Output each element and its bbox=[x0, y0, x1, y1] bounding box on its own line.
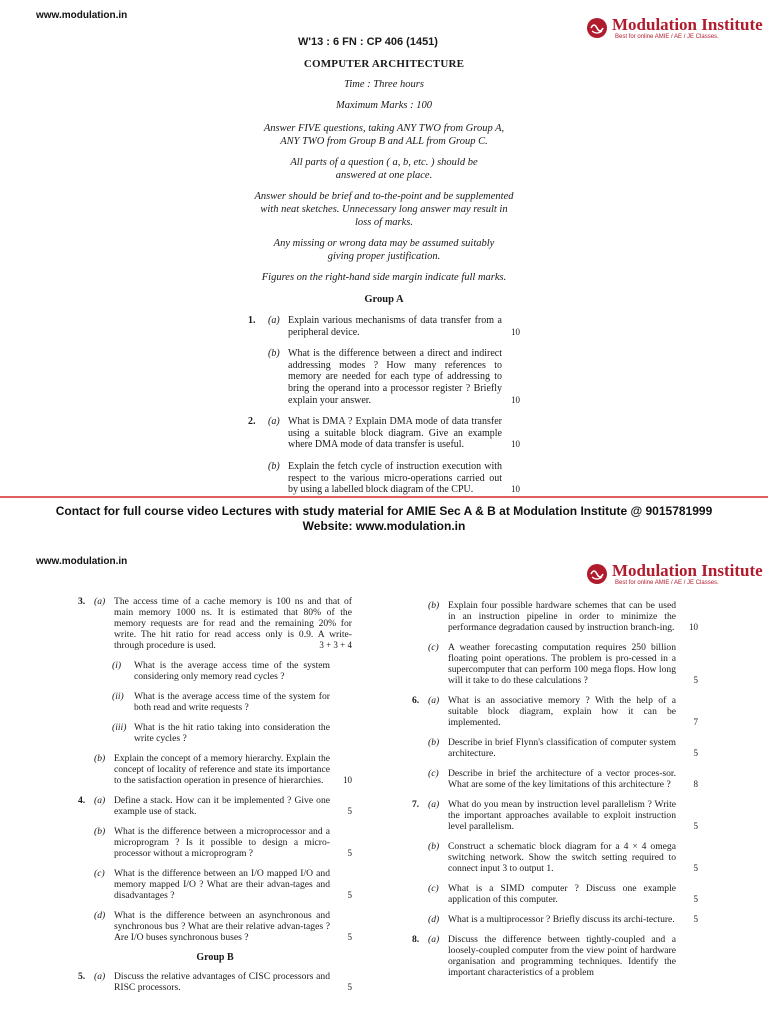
instruction-line: ANY TWO from Group B and ALL from Group C. bbox=[280, 136, 488, 147]
part-label: (ii) bbox=[112, 691, 124, 702]
instruction-line: Figures on the right-hand side margin indicate full marks. bbox=[261, 272, 507, 283]
question-number: 7. bbox=[412, 799, 420, 810]
question-7b bbox=[412, 841, 698, 874]
marks-value: 5 bbox=[693, 748, 698, 758]
brand-tagline: Best for online AMIE / AE / JE Classes. bbox=[615, 580, 719, 586]
instruction-line: Answer should be brief and to-the-point and be supplemented bbox=[254, 191, 514, 202]
part-label: (b) bbox=[94, 753, 106, 764]
question-text: What is the difference between an I/O mapped I/O and memory mapped I/O ? What are their advan-tages and disadvantages ? bbox=[114, 868, 330, 901]
brain-logo-icon bbox=[586, 563, 608, 585]
part-label: (c) bbox=[428, 642, 439, 653]
question-4d bbox=[78, 910, 352, 943]
brand-name: Modulation Institute bbox=[612, 561, 763, 580]
part-label: (i) bbox=[112, 660, 122, 671]
question-number: 3. bbox=[78, 596, 86, 607]
brain-logo-icon bbox=[586, 17, 608, 39]
question-text: Explain the fetch cycle of instruction execution with respect to the various micro-operations carried out by using a labelled block diagram of the CPU. bbox=[288, 460, 502, 496]
instruction-line: loss of marks. bbox=[354, 217, 414, 228]
brand-name: Modulation Institute bbox=[612, 15, 763, 34]
instruction-line: All parts of a question ( a, b, etc. ) should be bbox=[290, 157, 478, 168]
marks-value: 5 bbox=[693, 894, 698, 904]
question-6c bbox=[412, 768, 698, 790]
question-text: What is the average access time of the system considering only memory read cycles ? bbox=[134, 660, 330, 682]
marks-value: 7 bbox=[693, 717, 698, 727]
question-3a-ii bbox=[78, 691, 352, 713]
site-url[interactable]: www.modulation.in bbox=[36, 10, 128, 21]
part-label: (a) bbox=[428, 934, 440, 945]
part-label: (c) bbox=[428, 768, 439, 779]
left-question-column bbox=[78, 596, 352, 1002]
question-7a bbox=[412, 799, 698, 832]
question-4a bbox=[78, 795, 352, 817]
page-separator bbox=[0, 496, 768, 498]
question-number: 1. bbox=[248, 315, 256, 326]
question-2a bbox=[248, 416, 520, 451]
question-text: What is a multiprocessor ? Briefly discuss its archi-tecture. bbox=[448, 914, 675, 925]
question-3a bbox=[78, 596, 352, 651]
website-line[interactable]: Website: www.modulation.in bbox=[302, 519, 466, 533]
part-label: (b) bbox=[428, 737, 440, 748]
question-text: What is the average access time of the system for both read and write requests ? bbox=[134, 691, 330, 713]
part-label: (a) bbox=[268, 416, 280, 428]
time-line: Time : Three hours bbox=[344, 79, 424, 90]
question-number: 6. bbox=[412, 695, 420, 706]
marks-value: 10 bbox=[689, 622, 698, 632]
paper-title: COMPUTER ARCHITECTURE bbox=[303, 58, 465, 70]
question-text: A weather forecasting computation requires 250 billion floating point operations. The problem is pro-cessed in a supercomputer that can perform 100 mega flops. How long will it take to do these calculations ? bbox=[448, 642, 676, 686]
question-3a-i bbox=[78, 660, 352, 682]
question-text: Explain the concept of a memory hierarchy. Explain the concept of locality of reference and state its importance to the satisfaction operation in presence of hierarchies. bbox=[114, 753, 330, 786]
part-label: (b) bbox=[268, 348, 280, 360]
part-label: (a) bbox=[94, 971, 106, 982]
question-text: Discuss the relative advantages of CISC processors and RISC processors. bbox=[114, 971, 330, 993]
marks-value: 5 bbox=[693, 821, 698, 831]
paper-code: W'13 : 6 FN : CP 406 (1451) bbox=[298, 36, 438, 48]
question-text: Explain various mechanisms of data transfer from a peripheral device. bbox=[288, 315, 502, 338]
question-1b bbox=[248, 348, 520, 406]
contact-line: Contact for full course video Lectures with study material for AMIE Sec A & B at Modulation Institute @ 9015781999 bbox=[55, 504, 713, 518]
marks-value: 5 bbox=[347, 890, 352, 900]
instruction-line: answered at one place. bbox=[335, 170, 433, 181]
part-label: (b) bbox=[268, 460, 280, 472]
part-label: (a) bbox=[268, 315, 280, 326]
marks-value: 10 bbox=[511, 326, 520, 337]
site-url[interactable]: www.modulation.in bbox=[36, 556, 128, 567]
question-text: What is the difference between an asynchronous and synchronous bus ? What are their relative advan-tages ? Are I/O buses synchronous buses ? bbox=[114, 910, 330, 943]
marks-value: 10 bbox=[511, 439, 520, 450]
marks-value: 10 bbox=[511, 394, 520, 405]
instruction-line: Answer FIVE questions, taking ANY TWO from Group A, bbox=[263, 123, 505, 134]
part-label: (a) bbox=[428, 695, 440, 706]
question-text: What is the hit ratio taking into consideration the write cycles ? bbox=[134, 722, 330, 744]
part-label: (a) bbox=[94, 795, 106, 806]
exam-header-page bbox=[248, 36, 520, 496]
question-text: Construct a schematic block diagram for a 4 × 4 omega switching network. Show the switch setting required to connect input 3 to output 1. bbox=[448, 841, 676, 874]
marks-value: 5 bbox=[347, 848, 352, 858]
question-4b bbox=[78, 826, 352, 859]
contact-banner bbox=[0, 504, 768, 534]
question-text: What is an associative memory ? With the help of a suitable block diagram, explain how it can be implemented. bbox=[448, 695, 676, 728]
question-text: Describe in brief the architecture of a vector proces-sor. What are some of the key limitations of this architecture ? bbox=[448, 768, 676, 790]
instruction-line: giving proper justification. bbox=[327, 251, 441, 262]
question-3b bbox=[78, 753, 352, 786]
part-label: (c) bbox=[428, 883, 439, 894]
question-text: What is the difference between a microprocessor and a microprogram ? Is it possible to design a micro-processor without a microprogram ? bbox=[114, 826, 330, 859]
question-text: What do you mean by instruction level parallelism ? Write the important approaches available to exploit instruction level parallelism. bbox=[448, 799, 676, 832]
question-6b bbox=[412, 737, 698, 759]
part-label: (c) bbox=[94, 868, 105, 879]
question-number: 2. bbox=[248, 416, 256, 428]
marks-value: 5 bbox=[347, 982, 352, 992]
question-text: Describe in brief Flynn's classification of computer system architecture. bbox=[448, 737, 676, 759]
question-text: Discuss the difference between tightly-coupled and a loosely-coupled computer from the view point of hardware organisation and programming techniques. Identify the important characteristics of a problem bbox=[448, 934, 676, 978]
question-7c bbox=[412, 883, 698, 905]
question-8a bbox=[412, 934, 698, 978]
question-2b bbox=[248, 461, 520, 496]
question-4c bbox=[78, 868, 352, 901]
question-text: Define a stack. How can it be implemented ? Give one example use of stack. bbox=[114, 795, 330, 817]
question-1a bbox=[248, 315, 520, 338]
question-number: 4. bbox=[78, 795, 86, 806]
question-5b bbox=[412, 600, 698, 633]
question-5c bbox=[412, 642, 698, 686]
question-text: What is a SIMD computer ? Discuss one example application of this computer. bbox=[448, 883, 676, 905]
part-label: (d) bbox=[94, 910, 106, 921]
instruction-line: with neat sketches. Unnecessary long answer may result in bbox=[260, 204, 508, 215]
marks-value: 5 bbox=[693, 675, 698, 685]
question-text: The access time of a cache memory is 100 ns and that of main memory 1000 ns. It is estimated that 80% of the memory requests are for read and the remaining 20% for write. The hit ratio for read access only is 0.9. A write-through procedure is used. bbox=[114, 596, 352, 651]
part-label: (iii) bbox=[112, 722, 127, 733]
part-label: (b) bbox=[428, 600, 440, 611]
marks-value: 10 bbox=[343, 775, 352, 785]
question-5a bbox=[78, 971, 352, 993]
marks-value: 5 bbox=[347, 806, 352, 816]
marks-value: 5 bbox=[693, 863, 698, 873]
brand-logo-block bbox=[586, 562, 763, 586]
part-label: (b) bbox=[428, 841, 440, 852]
marks-value: 5 bbox=[347, 932, 352, 942]
marks-value: 8 bbox=[693, 779, 698, 789]
marks-value: 5 bbox=[693, 914, 698, 924]
part-label: (a) bbox=[428, 799, 440, 810]
question-7d bbox=[412, 914, 698, 925]
part-label: (a) bbox=[94, 596, 106, 607]
group-a-heading: Group A bbox=[364, 294, 404, 305]
brand-logo-block bbox=[586, 16, 763, 40]
question-text: What is DMA ? Explain DMA mode of data transfer using a suitable block diagram. Give an example where DMA mode of data transfer is useful. bbox=[288, 416, 502, 451]
question-text: Explain four possible hardware schemes that can be used in an instruction pipeline in order to minimize the performance degradation caused by instruction branch-ing. bbox=[448, 600, 676, 633]
question-text: What is the difference between a direct and indirect addressing modes ? How many references to memory are needed for each type of addressing to bring the operand into a processor register ? Briefly explain your answer. bbox=[288, 348, 502, 406]
marks-value: 10 bbox=[511, 484, 520, 495]
instruction-line: Any missing or wrong data may be assumed suitably bbox=[273, 238, 495, 249]
question-number: 5. bbox=[78, 971, 86, 982]
group-b-heading: Group B bbox=[196, 952, 234, 963]
question-number: 8. bbox=[412, 934, 420, 945]
part-label: (d) bbox=[428, 914, 440, 925]
right-question-column bbox=[412, 600, 698, 987]
brand-tagline: Best for online AMIE / AE / JE Classes. bbox=[615, 34, 719, 40]
part-label: (b) bbox=[94, 826, 106, 837]
question-6a bbox=[412, 695, 698, 728]
marks-value: 3 + 3 + 4 bbox=[319, 640, 352, 650]
max-marks-line: Maximum Marks : 100 bbox=[336, 100, 432, 111]
question-3a-iii bbox=[78, 722, 352, 744]
